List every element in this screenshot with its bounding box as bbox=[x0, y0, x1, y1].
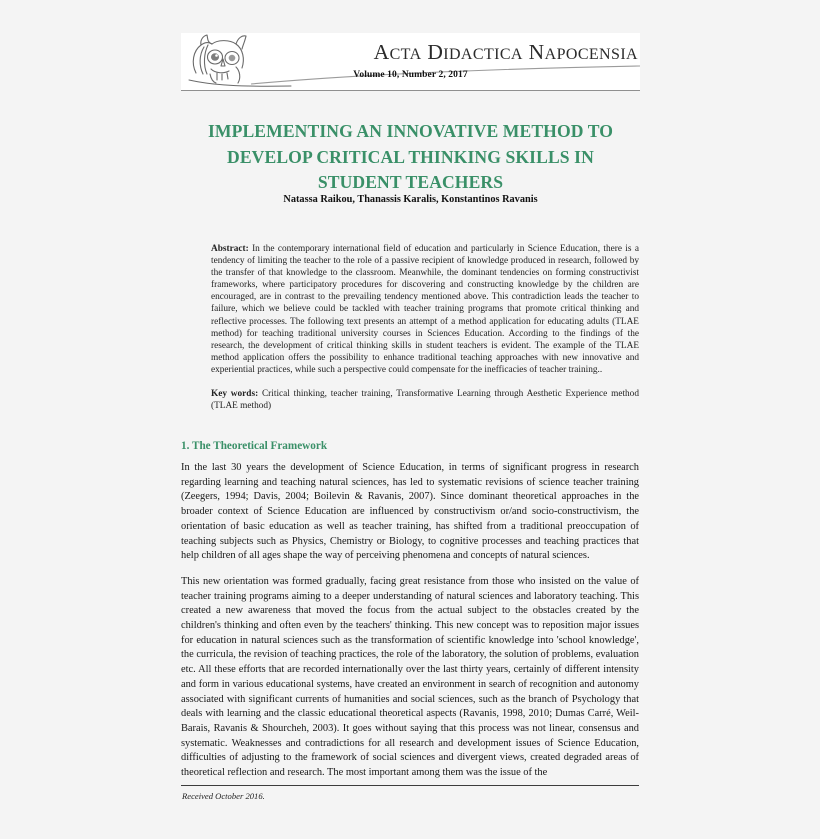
volume-line: Volume 10, Number 2, 2017 bbox=[353, 70, 468, 80]
footer-divider bbox=[181, 785, 639, 786]
received-note: Received October 2016. bbox=[182, 791, 265, 801]
journal-masthead bbox=[181, 33, 640, 90]
masthead-divider bbox=[181, 90, 640, 91]
section-heading: 1. The Theoretical Framework bbox=[181, 440, 328, 452]
author-list: Natassa Raikou, Thanassis Karalis, Konstantinos Ravanis bbox=[283, 194, 538, 205]
title-line-2: DEVELOP CRITICAL THINKING SKILLS IN bbox=[227, 146, 594, 167]
page-title bbox=[181, 119, 640, 196]
body-paragraph-1: In the last 30 years the development of Science Education, in terms of significant progress in research regarding learning and teaching natural sciences, has led to systematic revisions of science teacher training (Zeegers, 1994; Davis, 2004; Boilevin & Ravanis, 2007). Since dominant theoretical approaches in the broader context of Science Education are influenced by constructivism or/and socio-constructivism, the orientation of basic education as well as teacher training, has shifted from a traditional preoccupation of teaching subjects such as Physics, Chemistry or Biology, to cognitive processes and teaching practices that help children of all ages shape the way of perceiving phenomena and concepts of natural sciences. bbox=[181, 462, 639, 562]
abstract-paragraph bbox=[211, 243, 639, 376]
abstract-label: Abstract: bbox=[211, 244, 249, 254]
journal-title: ACTA DIDACTICA NAPOCENSIA bbox=[373, 40, 638, 64]
keywords-label: Key words: bbox=[211, 389, 259, 400]
title-line-3: STUDENT TEACHERS bbox=[317, 172, 504, 192]
abstract-text: In the contemporary international field of education and particularly in Science Education, there is a tendency of limiting the teacher to the role of a passive recipient of knowledge produced in research, followed by the transfer of that knowledge to the classroom. Meanwhile, the dominant tendencies on forming constructivist frameworks, where participatory procedures for discovering and constructing knowledge by the children are encouraged, are in contrast to the prevailing tendency mentioned above. This contradiction leads the teacher to failure, which we believe could be tackled with teacher training programs that promote critical thinking and reflective processes. The following text presents an attempt of a method application for educating adults (TLAE method) for teaching traditional university courses in Sciences Education. According to the findings of the research, the development of critical thinking skills in student teachers is evident. The example of the TLAE method application offers the possibility to enhance traditional teaching approaches with new innovative and experiential practices, while such a perspective could compensate for the inefficacies of teacher training.. bbox=[211, 244, 639, 375]
body-content bbox=[181, 461, 639, 792]
title-line-1: IMPLEMENTING AN INNOVATIVE METHOD TO bbox=[207, 121, 614, 141]
body-paragraph-2: This new orientation was formed gradually, facing great resistance from those who insisted on the value of teacher training programs aiming to a deeper understanding of natural sciences and laboratory teaching. This created a new awareness that moved the focus from the actual subject to the obstacles created by the children's thinking and often even by the teachers' thinking. This new concept was to reposition major issues for education in natural sciences such as the transformation of scientific knowledge into 'school knowledge', the curricula, the revision of teaching practices, the role of the laboratory, the solution of problems, evaluation etc. All these efforts that are recorded internationally over the last thirty years, certainly of different intensity and form in various educational systems, have created an environment in search of recognition and autonomy associated with significant currents of humanities and social sciences, such as the branch of Psychology that deals with learning and the classic educational theoretical aspects (Ravanis, 1998, 2010; Dumas Carré, Weil-Barais, Ravanis & Shourcheh, 2003). It goes without saying that this process was not linear, consensus and systematic. Weaknesses and contradictions for all research and development issues of Science Education, difficulties of adjusting to the framework of social sciences and divergent views, created degraded areas of theoretical reflection and research. The most important among them was the issue of the bbox=[181, 575, 639, 779]
keywords-text: Critical thinking, teacher training, Transformative Learning through Aesthetic Experience method (TLAE method) bbox=[211, 389, 639, 412]
keywords-paragraph bbox=[211, 388, 639, 412]
abstract-block bbox=[211, 243, 639, 412]
